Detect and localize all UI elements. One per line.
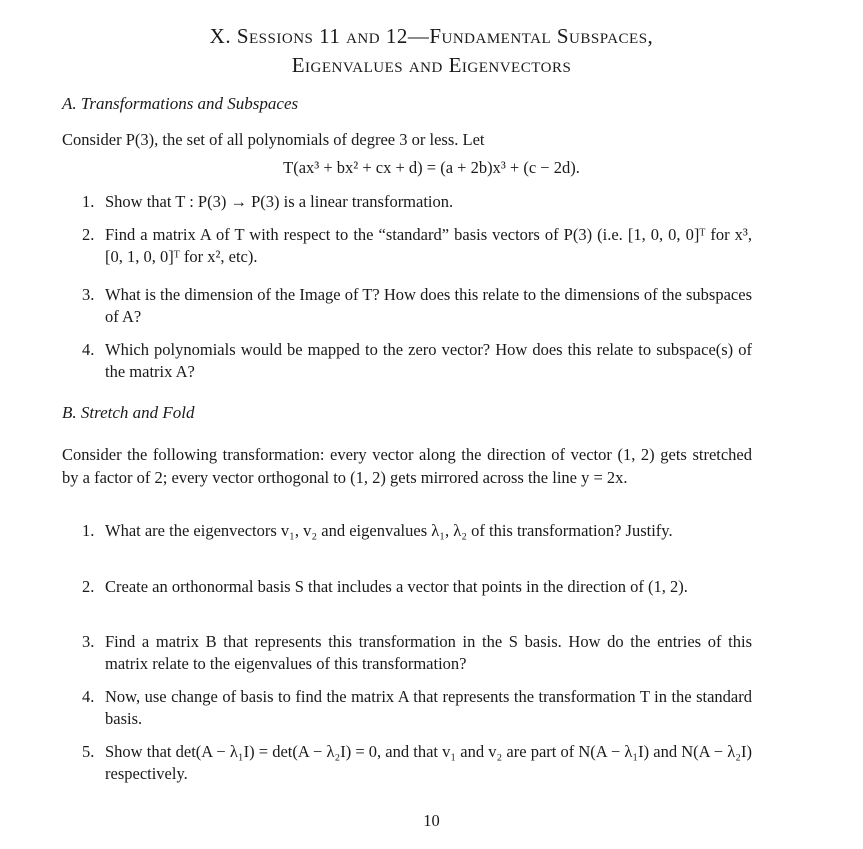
section-a-item-2 <box>82 224 752 268</box>
item-number: 2. <box>82 577 95 596</box>
item-number: 1. <box>82 192 95 211</box>
section-b-intro: Consider the following transformation: every vector along the direction of vector (1, 2) gets stretched by a factor of 2; every vector orthogonal to (1, 2) gets mirrored across the line y = 2x. <box>62 445 752 487</box>
item-number: 5. <box>82 742 95 761</box>
item-number: 4. <box>82 687 95 706</box>
section-b-item-5 <box>82 741 752 785</box>
section-a-heading: A. Transformations and Subspaces <box>62 94 299 113</box>
item-number: 1. <box>82 521 95 540</box>
item-text: What are the eigenvectors v₁, v₂ and eigenvalues λ₁, λ₂ of this transformation? Justify. <box>105 521 673 540</box>
item-text: Find a matrix B that represents this transformation in the S basis. How do the entries of this matrix relate to the eigenvalues of this transformation? <box>105 632 752 673</box>
item-number: 3. <box>82 285 95 304</box>
item-number: 3. <box>82 632 95 651</box>
section-b-item-4 <box>82 686 752 730</box>
section-a-equation: T(ax³ + bx² + cx + d) = (a + 2b)x³ + (c − 2d). <box>283 158 580 177</box>
section-a-item-3 <box>82 284 752 328</box>
section-a-item-1 <box>82 191 752 213</box>
item-text: Which polynomials would be mapped to the zero vector? How does this relate to subspace(s) of the matrix A? <box>105 340 752 381</box>
section-b-item-2 <box>82 576 752 598</box>
section-a-item-4 <box>82 339 752 383</box>
page-title-line-2: Eigenvalues and Eigenvectors <box>291 53 572 77</box>
page-title-line-1: X. Sessions 11 and 12—Fundamental Subspaces, <box>209 24 654 48</box>
item-text: Find a matrix A of T with respect to the “standard” basis vectors of P(3) (i.e. [1, 0, 0, 0]ᵀ for x³, [0, 1, 0, 0]ᵀ for x², etc). <box>105 225 752 266</box>
item-number: 2. <box>82 225 95 244</box>
item-text: What is the dimension of the Image of T? How does this relate to the dimensions of the subspaces of A? <box>105 285 752 326</box>
item-text: Now, use change of basis to find the matrix A that represents the transformation T in the standard basis. <box>105 687 752 728</box>
item-text: Show that det(A − λ₁I) = det(A − λ₂I) = 0, and that v₁ and v₂ are part of N(A − λ₁I) and N(A − λ₂I) respectively. <box>105 742 752 783</box>
page-number: 10 <box>423 811 440 830</box>
section-b-item-1 <box>82 520 752 542</box>
item-number: 4. <box>82 340 95 359</box>
section-b-heading: B. Stretch and Fold <box>62 403 195 422</box>
section-b-item-3 <box>82 631 752 675</box>
item-text: Show that T : P(3) → P(3) is a linear transformation. <box>105 192 454 211</box>
section-a-intro: Consider P(3), the set of all polynomials of degree 3 or less. Let <box>62 130 485 149</box>
item-text: Create an orthonormal basis S that includes a vector that points in the direction of (1, 2). <box>105 577 688 596</box>
